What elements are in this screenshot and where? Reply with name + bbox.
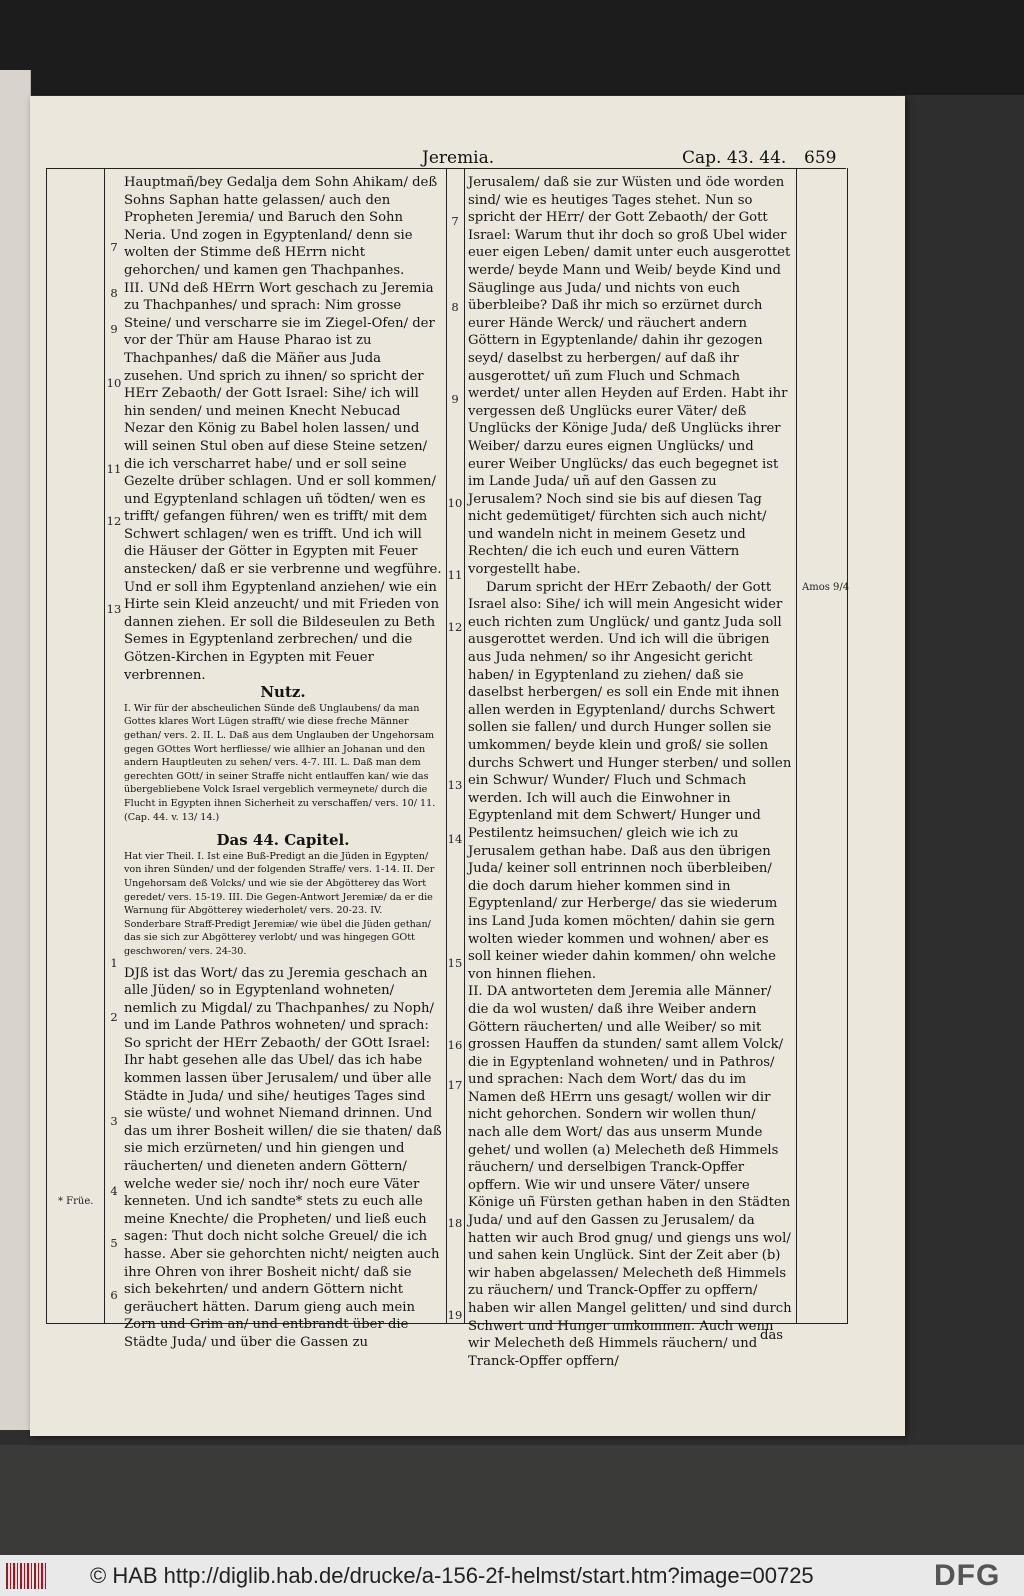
left-column: [124, 174, 442, 1350]
verse-number: 7: [110, 240, 118, 254]
gutter-rule-left: [446, 168, 447, 1323]
page-number: 659: [804, 148, 837, 168]
verse-number: 8: [451, 300, 459, 314]
verse-number: 10: [447, 496, 463, 510]
verse-number: 9: [110, 322, 118, 336]
right-margin-rule: [796, 168, 797, 1323]
verse-number: 19: [447, 1308, 463, 1322]
verse-number: 11: [447, 568, 463, 582]
right-text-block-2: Darum spricht der HErr Zebaoth/ der Gott Israel also: Sihe/ ich will mein Angesicht wider euch richten zum Unglück/ und gantz Juda soll ausgerottet werden. Und ich will die übrigen aus Juda nehmen/ so ihr Angesicht gericht haben/ in Egyptenland zu ziehen/ daß sie daselbst herbergen/ es soll ein Ende mit ihnen allen werden in Egyptenland/ durchs Schwert sollen sie fallen/ und durch Hunger sollen sie umkommen/ beyde klein und groß/ sie sollen durchs Schwert und Hunger sterben/ und sollen ein Schwur/ Wunder/ Fluch und Schmach werden. Ich will auch die Einwohner in Egyptenland mit dem Schwert/ Hunger und Pestilentz heimsuchen/ gleich wie ich zu Jerusalem gethan habe. Daß aus den übrigen Juda/ keiner soll entrinnen noch überbleiben/ die doch darum hieher kommen sind in Egyptenland/ zur Herberge/ das sie wiederum ins Land Juda komen möchten/ dahin sie gern wolten wieder kommen und wohnen/ aber es soll keiner wieder dahin kommen/ ohn welche von hinnen fliehen.: [468, 579, 792, 982]
source-url[interactable]: © HAB http://diglib.hab.de/drucke/a-156-2f-helmst/start.htm?image=00725: [90, 1563, 814, 1588]
gutter-rule-right: [464, 168, 465, 1323]
right-text-block-3: II. DA antworteten dem Jeremia alle Männer/ die da wol wusten/ daß ihre Weiber andern Göttern räucherten/ und alle Weiber/ so mit grossen Hauffen da stunden/ samt allem Volck/ die in Egyptenland wohneten/ und in Pathros/ und sprachen: Nach dem Wort/ das du im Namen deß HErrn uns gesagt/ wollen wir dir nicht gehorchen. Sondern wir wollen thun/ nach alle dem Wort/ das aus unserm Munde gehet/ und wollen (a) Melecheth deß Himmels räuchern/ und derselbigen Tranck-Opffer opffern. Wie wir und unsere Väter/ unsere Könige uñ Fürsten gethan haben in den Städten Juda/ und auf den Gassen zu Jerusalem/ da hatten wir auch Brod gnug/ und giengs uns wol/ und sahen kein Unglück. Sint der Zeit aber (b) wir haben abgelassen/ Melecheth deß Himmels zu räuchern/ und Tranck-Opffer zu opffern/ haben wir allen Mangel gelitten/ und sind durch Schwert und Hunger umkommen. Auch wenn wir Melecheth deß Himmels räuchern/ und Tranck-Opffer opffern/: [468, 984, 792, 1369]
left-text-block-3: DJß ist das Wort/ das zu Jeremia geschach an alle Jüden/ so in Egyptenland wohneten/ nemlich zu Migdal/ zu Thachpanhes/ zu Noph/ und im Lande Pathros wohneten/ und sprach: So spricht der HErr Zebaoth/ der GOtt Israel: Ihr habt gesehen alle das Ubel/ das ich habe kommen lassen über Jerusalem/ und über alle Städte in Juda/ und sihe/ heutiges Tages sind sie wüste/ und wohnet Niemand drinnen. Und das um ihrer Bosheit willen/ die sie thaten/ daß sie mich erzürneten/ und hin giengen und räucherten/ und dieneten andern Göttern/ welche weder sie/ noch ihr/ noch eure Väter kenneten. Und ich sandte* stets zu euch alle meine Knechte/ die Propheten/ und ließ euch sagen: Thut doch nicht solche Greuel/ die ich hasse. Aber sie gehorchten nicht/ neigten auch ihre Ohren von ihrer Bosheit nicht/ daß sie sich bekehrten/ und andern Göttern nicht geräuchert hätten. Darum gieng auch mein Zorn und Grim an/ und entbrandt über die Städte Juda/ und über die Gassen zu: [124, 965, 442, 1350]
facing-page-edge: [0, 70, 31, 1430]
right-margin-note: Amos 9/4: [802, 582, 850, 593]
chapter-reference: Cap. 43. 44.: [682, 148, 787, 168]
verse-number: 15: [447, 956, 463, 970]
chapter-summary: Hat vier Theil. I. Ist eine Buß-Predigt an die Jüden in Egypten/ von ihren Sünden/ und der folgenden Straffe/ vers. 1-14. II. Der Ungehorsam deß Volcks/ und wie sie der Abgötterey das Wort geredet/ vers. 15-19. III. Die Gegen-Antwort Jeremiæ/ da er die Warnung für Abgötterey wiederholet/ vers. 20-23. IV. Sonderbare Straff-Predigt Jeremiæ/ wie übel die Jüden gethan/ das sie sich zur Abgötterey verlobt/ und was hingegen GOtt geschworen/ vers. 24-30.: [124, 850, 435, 957]
verse-number: 8: [110, 286, 118, 300]
verse-number: 2: [110, 1010, 118, 1024]
verse-number: 17: [447, 1078, 463, 1092]
left-text-block-2: III. UNd deß HErrn Wort geschach zu Jeremia zu Thachpanhes/ und sprach: Nim grosse Steine/ und verscharre sie im Ziegel-Ofen/ der vor der Thür am Hause Pharao ist zu Thachpanhes/ daß die Mäñer aus Juda zusehen. Und sprich zu ihnen/ so spricht der HErr Zebaoth/ der Gott Israel: Sihe/ ich will hin senden/ und meinen Knecht Nebucad Nezar den König zu Babel holen lassen/ und will seinen Stul oben auf diese Steine setzen/ die ich verscharret habe/ und er soll seine Gezelte drüber schlagen. Und er soll kommen/ und Egyptenland schlagen uñ tödten/ wen es trifft/ gefangen führen/ wen es trifft/ mit dem Schwert schlagen/ wen es trifft. Und ich will die Häuser der Götter in Egypten mit Feuer anstecken/ daß er sie verbrenne und wegführe. Und er soll ihm Egyptenland anziehen/ wie ein Hirte sein Kleid anzeucht/ und mit Frieden von dannen ziehen. Er soll die Bildeseulen zu Beth Semes in Egyptenland zerbrechen/ und die Götzen-Kirchen in Egypten mit Feuer verbrennen.: [124, 280, 442, 683]
verse-number: 14: [447, 832, 463, 846]
verse-number: 16: [447, 1038, 463, 1052]
catchword: das: [760, 1328, 784, 1343]
verse-number: 10: [106, 376, 122, 390]
left-margin-rule: [104, 168, 105, 1323]
dfg-logo: DFG: [934, 1559, 1001, 1592]
scan-background-top: [0, 0, 1024, 95]
verse-number: 6: [110, 1288, 118, 1302]
left-text-block-1: Hauptmañ/bey Gedalja dem Sohn Ahikam/ deß Sohns Saphan hatte gelassen/ auch den Propheten Jeremia/ und Baruch den Sohn Neria. Und zogen in Egyptenland/ denn sie wolten der Stimme deß HErrn nicht gehorchen/ und kamen gen Thachpanhes.: [124, 175, 438, 278]
verse-number: 1: [110, 956, 118, 970]
nutz-text: I. Wir für der abscheulichen Sünde deß Unglaubens/ da man Gottes klares Wort Lügen strafft/ wie diese freche Männer gethan/ vers. 2. II. L. Daß aus dem Unglauben der Ungehorsam gegen GOttes Wort herfliesse/ wie allhier an Johanan und den andern Hauptleuten zu sehen/ vers. 4-7. III. L. Daß man dem gerechten GOtt/ in seiner Straffe nicht entlauffen kan/ wie das übergebliebene Volck Israel vergeblich vermeynete/ durch die Flucht in Egypten ihnen Sicherheit zu verschaffen/ vers. 10/ 11. (Cap. 44. v. 13/ 14.): [124, 702, 436, 823]
verse-number: 11: [106, 462, 122, 476]
chapter-44-title: Das 44. Capitel.: [216, 831, 350, 850]
verse-number: 13: [106, 602, 122, 616]
left-margin-note: * Früe.: [58, 1196, 94, 1207]
verse-number: 13: [447, 778, 463, 792]
viewer-footer: [0, 1555, 1024, 1596]
verse-number: 12: [447, 620, 463, 634]
scan-background-bottom: [0, 1445, 1024, 1555]
verse-number: 3: [110, 1114, 118, 1128]
verse-number: 9: [451, 392, 459, 406]
nutz-heading: Nutz.: [260, 683, 306, 702]
verse-number: 18: [447, 1216, 463, 1230]
right-column: [468, 174, 792, 1369]
verse-number: 5: [110, 1236, 118, 1250]
verse-number: 12: [106, 514, 122, 528]
right-text-block-1: Jerusalem/ daß sie zur Wüsten und öde worden sind/ wie es heutiges Tages stehet. Nun so spricht der HErr/ der Gott Zebaoth/ der Gott Israel: Warum thut ihr doch so groß Ubel wider euer eigen Leben/ damit unter euch ausgerottet werde/ beyde Mann und Weib/ beyde Kind und Säuglinge aus Juda/ und nichts von euch überbleibe? Daß ihr mich so erzürnet durch eurer Hände Werck/ und räuchert andern Göttern in Egyptenlande/ dahin ihr gezogen seyd/ daselbst zu herbergen/ auf daß ihr ausgerottet/ uñ zum Fluch und Schmach werdet/ unter allen Heyden auf Erden. Habt ihr vergessen deß Unglücks eurer Väter/ deß Unglücks der Könige Juda/ deß Unglücks ihrer Weiber/ darzu eures eignen Unglücks/ und eurer Weiber Unglücks/ das euch begegnet ist im Lande Juda/ uñ auf den Gassen zu Jerusalem? Noch sind sie bis auf diesen Tag nicht gedemütiget/ fürchten sich auch nicht/ und wandeln nicht in meinem Gesetz und Rechten/ die ich euch und euren Vättern vorgestellt habe.: [468, 175, 791, 578]
verse-number: 7: [451, 214, 459, 228]
verse-number: 4: [110, 1184, 118, 1198]
running-title: Jeremia.: [422, 148, 495, 168]
hab-barcode-logo: [6, 1563, 46, 1589]
